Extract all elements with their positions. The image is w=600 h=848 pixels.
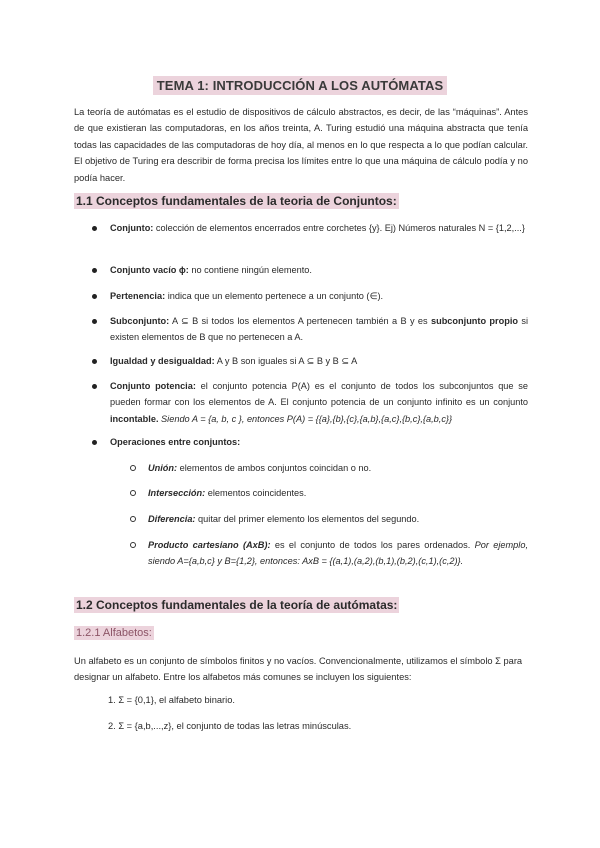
bullet-icon bbox=[92, 440, 97, 445]
definition: elementos de ambos conjuntos coincidan o no. bbox=[177, 463, 372, 473]
definition: no contiene ningún elemento. bbox=[188, 265, 312, 275]
definition-example: Por ejemplo, siendo A={a,b,c} y B={1,2}, entonces: AxB = {(a,1),(a,2),(b,1),(b,2),(c,1),(c,2)}. bbox=[148, 540, 528, 567]
term: Producto cartesiano (AxB): bbox=[148, 540, 271, 550]
definition: A y B son iguales si A ⊆ B y B ⊆ A bbox=[214, 356, 358, 366]
term-secondary: subconjunto propio bbox=[430, 316, 519, 326]
term: Operaciones entre conjuntos: bbox=[110, 437, 241, 447]
subsection-heading-1-2-1: 1.2.1 Alfabetos: bbox=[76, 627, 152, 639]
section-heading-1-2: 1.2 Conceptos fundamentales de la teoría de autómatas: bbox=[76, 598, 398, 612]
term: Conjunto vacío ϕ: bbox=[110, 265, 189, 275]
bullet-icon bbox=[92, 294, 97, 299]
numbered-item: 2. Σ = {a,b,...,z}, el conjunto de todas las letras minúsculas. bbox=[108, 721, 352, 731]
alphabet-paragraph: Un alfabeto es un conjunto de símbolos finitos y no vacíos. Convencionalmente, utilizamos el símbolo Σ para designar un alfabeto. Entre los alfabetos más comunes se incluyen los siguientes: bbox=[74, 656, 523, 683]
intro-paragraph: La teoría de autómatas es el estudio de dispositivos de cálculo abstractos, es decir, de las “máquinas”. Antes de que existieran las computadoras, en los años treinta, A. Turing estudió una máquina abstracta que tenía todas las capacidades de las computadoras de hoy día, al menos en lo que respecta a lo que podían calcular. El objetivo de Turing era describir de forma precisa los límites entre lo que una máquina de cálculo podía y no podía hacer. bbox=[74, 107, 528, 183]
bullet-icon bbox=[92, 384, 97, 389]
term: Diferencia: bbox=[148, 514, 196, 524]
title-wrap bbox=[0, 76, 600, 95]
definition-secondary: si existen elementos de B que no pertenecen a A. bbox=[110, 316, 529, 343]
term: Subconjunto: bbox=[110, 316, 170, 326]
term: Intersección: bbox=[148, 488, 206, 498]
hollow-bullet-icon bbox=[130, 490, 136, 496]
hollow-bullet-icon bbox=[130, 465, 136, 471]
bullet-icon bbox=[92, 226, 97, 231]
term-secondary: incontable. bbox=[110, 413, 159, 424]
definition: elementos coincidentes. bbox=[205, 488, 307, 498]
bullet-icon bbox=[92, 359, 97, 364]
definition: es el conjunto de todos los pares ordenados. bbox=[270, 540, 475, 550]
bullet-icon bbox=[92, 319, 97, 324]
definition: quitar del primer elemento los elementos del segundo. bbox=[195, 514, 420, 524]
section-heading-1-1: 1.1 Conceptos fundamentales de la teoria de Conjuntos: bbox=[76, 194, 397, 208]
definition-example: Siendo A = {a, b, c }, entonces P(A) = {{a},{b},{c},{a,b},{a,c},{b,c},{a,b,c}} bbox=[158, 413, 453, 424]
numbered-item: 1. Σ = {0,1}, el alfabeto binario. bbox=[108, 695, 235, 705]
term: Conjunto: bbox=[110, 223, 154, 233]
bullet-icon bbox=[92, 268, 97, 273]
hollow-bullet-icon bbox=[130, 542, 136, 548]
page-title: TEMA 1: INTRODUCCIÓN A LOS AUTÓMATAS bbox=[153, 76, 447, 95]
definition: indica que un elemento pertenece a un conjunto (∈). bbox=[165, 291, 384, 301]
term: Pertenencia: bbox=[110, 291, 166, 301]
term: Igualdad y desigualdad: bbox=[110, 356, 215, 366]
term: Unión: bbox=[148, 463, 178, 473]
definition: A ⊆ B si todos los elementos A pertenecen también a B y es bbox=[169, 316, 431, 326]
definition: el conjunto potencia P(A) es el conjunto de todos los subconjuntos que se pueden formar con los elementos de A. El conjunto potencia de un conjunto infinito es un conjunto bbox=[110, 381, 528, 408]
hollow-bullet-icon bbox=[130, 516, 136, 522]
definition: colección de elementos encerrados entre corchetes {y}. Ej) Números naturales N = {1,2,...} bbox=[153, 223, 525, 233]
term: Conjunto potencia: bbox=[110, 381, 196, 391]
